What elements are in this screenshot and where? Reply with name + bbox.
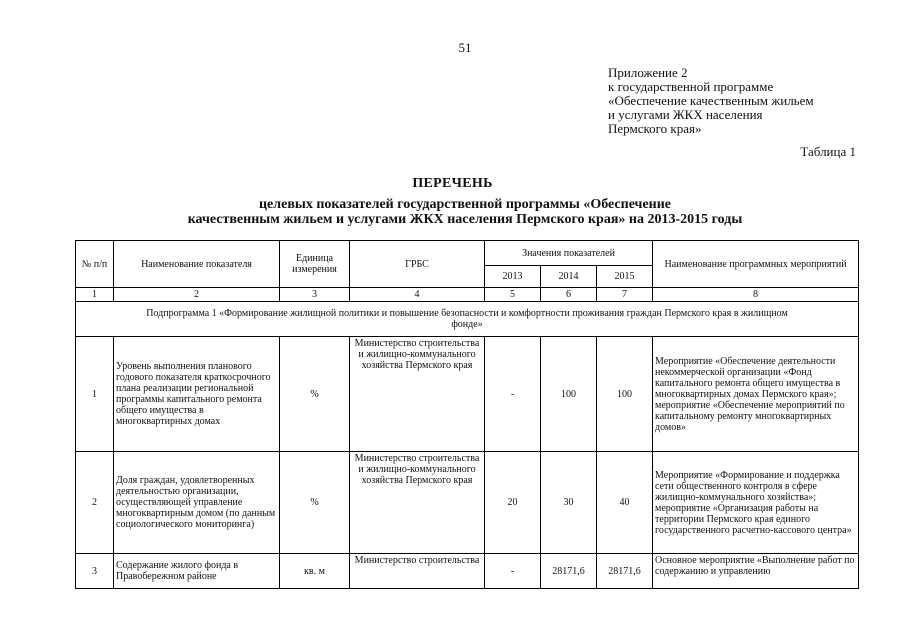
header-values-group: Значения показателей [485, 241, 653, 266]
header-year: 2015 [597, 266, 653, 288]
header-indicator: Наименование показателя [114, 241, 280, 288]
row-measures: Мероприятие «Обеспечение деятельности некоммерческой организации «Фонд капитального ремонта общего имущества в многоквартирных домах Пермского края»; мероприятие «Обеспечение мероприятий по капитальному ремонту многоквартирных домов» [653, 337, 859, 452]
appendix-line: Пермского края» [608, 121, 702, 136]
header-grbs: ГРБС [350, 241, 485, 288]
subprogram-row [76, 302, 859, 337]
row-value-2013: 20 [485, 452, 541, 554]
column-number: 3 [280, 288, 350, 302]
appendix-line: Приложение 2 [608, 65, 688, 80]
column-numbers-row [76, 288, 859, 302]
table-label: Таблица 1 [800, 144, 856, 159]
column-number: 1 [76, 288, 114, 302]
table-row [76, 452, 859, 554]
row-grbs: Министерство строительства [350, 554, 485, 589]
table-row [76, 337, 859, 452]
header-unit: Единица измерения [280, 241, 350, 288]
indicators-table [75, 240, 859, 589]
column-number: 6 [541, 288, 597, 302]
row-value-2014: 28171,6 [541, 554, 597, 589]
header-year: 2014 [541, 266, 597, 288]
row-value-2013: - [485, 337, 541, 452]
row-indicator: Уровень выполнения планового годового показателя краткосрочного плана реализации региональной программы капитального ремонта общего имущества в многоквартирных домах [114, 337, 280, 452]
row-num: 2 [76, 452, 114, 554]
document-title: ПЕРЕЧЕНЬ [412, 176, 493, 191]
column-number: 7 [597, 288, 653, 302]
row-unit: кв. м [280, 554, 350, 589]
row-grbs: Министерство строительства и жилищно-коммунального хозяйства Пермского края [350, 452, 485, 554]
subprogram-title: Подпрограмма 1 «Формирование жилищной политики и повышение безопасности и комфортности проживания граждан Пермского края в жилищном фонде» [76, 302, 859, 337]
appendix-note [608, 66, 868, 136]
row-num: 1 [76, 337, 114, 452]
row-value-2015: 28171,6 [597, 554, 653, 589]
row-value-2015: 100 [597, 337, 653, 452]
header-measures: Наименование программных мероприятий [653, 241, 859, 288]
row-measures-text: Основное мероприятие «Выполнение работ по содержанию и управлению [655, 555, 855, 577]
header-year: 2013 [485, 266, 541, 288]
row-unit: % [280, 452, 350, 554]
column-number: 5 [485, 288, 541, 302]
column-number: 8 [653, 288, 859, 302]
page-number: 51 [458, 40, 472, 55]
row-indicator: Содержание жилого фонда в Правобережном районе [114, 554, 280, 589]
appendix-line: «Обеспечение качественным жильем [608, 93, 814, 108]
header-num: № п/п [76, 241, 114, 288]
row-measures: Мероприятие «Формирование и поддержка сети общественного контроля в сфере жилищно-коммунального хозяйства»; мероприятие «Организация работы на территории Пермского края единого государственного расчетно-кассового центра» [653, 452, 859, 554]
subtitle-line: целевых показателей государственной программы «Обеспечение [258, 197, 672, 212]
appendix-line: к государственной программе [608, 79, 774, 94]
row-indicator: Доля граждан, удовлетворенных деятельностью организации, осуществляющей управление многоквартирным домом (по данным социологического мониторинга) [114, 452, 280, 554]
row-grbs: Министерство строительства и жилищно-коммунального хозяйства Пермского края [350, 337, 485, 452]
row-measures [653, 554, 859, 589]
table-row [76, 554, 859, 589]
column-number: 4 [350, 288, 485, 302]
row-value-2015: 40 [597, 452, 653, 554]
document-subtitle [0, 197, 905, 227]
column-number: 2 [114, 288, 280, 302]
row-unit: % [280, 337, 350, 452]
row-num: 3 [76, 554, 114, 589]
appendix-line: и услугами ЖКХ населения [608, 107, 763, 122]
row-value-2013: - [485, 554, 541, 589]
row-value-2014: 30 [541, 452, 597, 554]
row-value-2014: 100 [541, 337, 597, 452]
subtitle-line: качественным жильем и услугами ЖКХ населения Пермского края» на 2013-2015 годы [187, 212, 743, 227]
